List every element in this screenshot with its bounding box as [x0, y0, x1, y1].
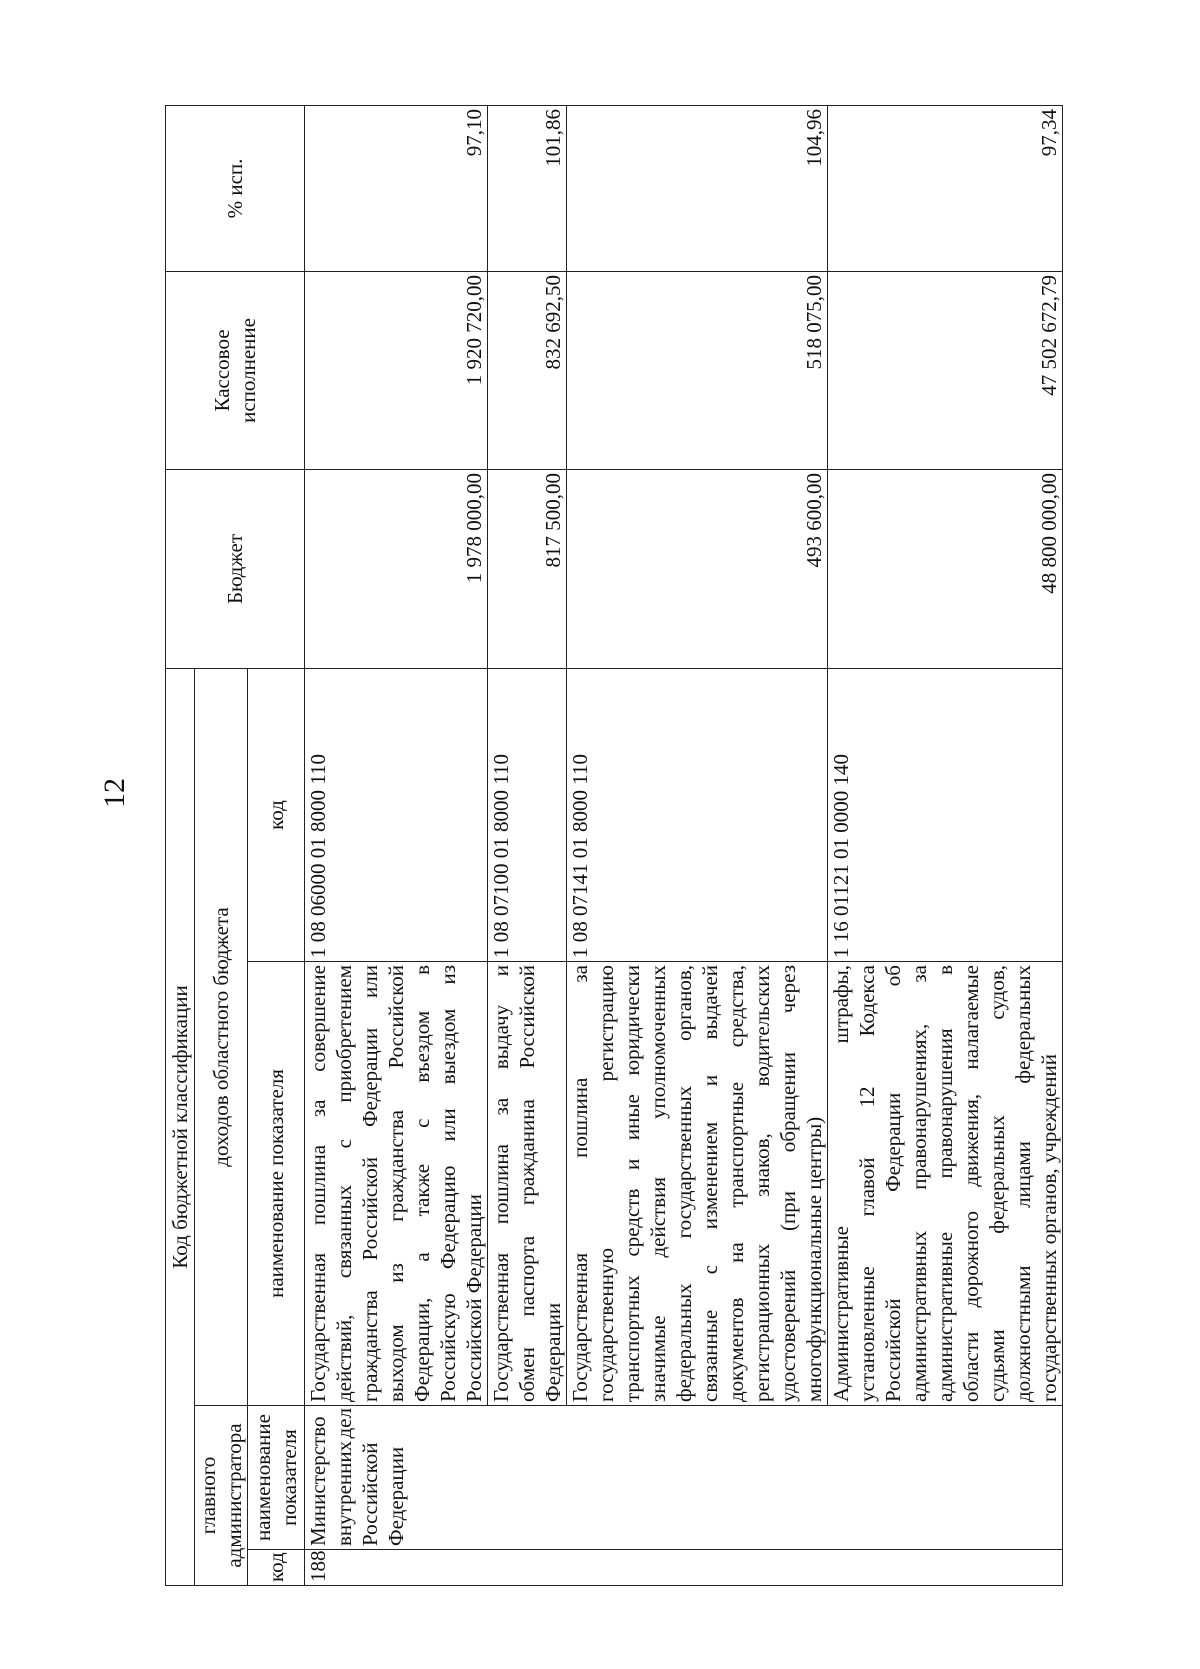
budget-income-table [165, 105, 1063, 1586]
income-code-cell: 1 08 06000 01 8000 110 [305, 668, 488, 961]
income-name-line: государственную регистрацию [594, 965, 618, 1402]
income-name-line: области дорожного движения, налагаемые [959, 965, 983, 1402]
income-name-line: обмен паспорта гражданина Российской [515, 965, 539, 1402]
table-row [305, 105, 488, 1585]
income-name-line: выходом из гражданства Российской [384, 965, 408, 1402]
percent-cell: 97,10 [305, 105, 488, 271]
admin-name-line: внутренних [332, 1440, 356, 1546]
income-name-line: связанные с изменением и выдачей [698, 965, 722, 1402]
income-name-cell [305, 962, 488, 1406]
income-name-line: федеральных государственных органов, [672, 965, 696, 1402]
table-row [488, 105, 567, 1585]
admin-code-cell: 188 [305, 1550, 1063, 1586]
header-income-name: наименование показателя [248, 962, 305, 1406]
income-name-line: Государственная пошлина за выдачу и [489, 965, 513, 1402]
income-name-line: административных правонарушениях, за [907, 965, 931, 1402]
execution-cell: 518 075,00 [567, 271, 828, 469]
budget-cell: 493 600,00 [567, 469, 828, 668]
income-name-line: Российской Федерации [462, 1194, 486, 1402]
percent-cell: 104,96 [567, 105, 828, 271]
income-name-line: удостоверений (при обращении через [776, 965, 800, 1402]
header-admin-name: наименование показателя [248, 1406, 305, 1550]
table-row [567, 105, 828, 1585]
income-name-cell [567, 962, 828, 1406]
admin-name-line: Федерации [384, 1446, 408, 1546]
income-name-line: установленные главой 12 Кодекса [855, 965, 879, 1402]
income-code-cell: 1 08 07100 01 8000 110 [488, 668, 567, 961]
income-name-line: Федерации, а также с въездом в [410, 965, 434, 1402]
header-percent: % исп. [166, 105, 305, 271]
income-name-line: значимые действия уполномоченных [646, 965, 670, 1402]
income-name-line: Административные штрафы, [829, 965, 853, 1402]
income-name-line: многофункциональные центры) [802, 1116, 826, 1402]
budget-cell: 1 978 000,00 [305, 469, 488, 668]
income-name-cell [828, 962, 1063, 1406]
budget-cell: 48 800 000,00 [828, 469, 1063, 668]
income-name-line: Государственная пошлина за совершение [306, 965, 330, 1402]
page-number: 12 [98, 778, 131, 808]
income-name-line: административные правонарушения в [933, 965, 957, 1402]
table-row [828, 105, 1063, 1585]
income-name-line: должностными лицами федеральных [1011, 965, 1035, 1402]
budget-cell: 817 500,00 [488, 469, 567, 668]
percent-cell: 97,34 [828, 105, 1063, 271]
income-name-line: Государственная пошлина за [568, 965, 592, 1402]
income-name-line: документов на транспортные средства, [724, 965, 748, 1402]
income-name-line: регистрационных знаков, водительских [750, 965, 774, 1402]
header-main-admin: главного администратора [195, 1406, 248, 1586]
income-name-line: гражданства Российской Федерации или [358, 965, 382, 1402]
execution-cell: 47 502 672,79 [828, 271, 1063, 469]
admin-name-line: Министерство [306, 1416, 330, 1546]
income-name-line: транспортных средств и иные юридически [620, 965, 644, 1402]
rotated-table-sheet [165, 106, 1061, 1586]
income-name-line: Российской Федерации об [881, 965, 905, 1402]
admin-name-line: Российской [358, 1442, 382, 1546]
header-admin-code: код [248, 1550, 305, 1586]
income-name-line: государственных органов, учреждений [1037, 1054, 1061, 1402]
income-code-cell: 1 16 01121 01 0000 140 [828, 668, 1063, 961]
admin-name-fragment: дел [332, 1408, 356, 1439]
execution-cell: 832 692,50 [488, 271, 567, 469]
income-name-line: судьями федеральных судов, [985, 965, 1009, 1402]
income-name-cell [488, 962, 567, 1406]
admin-name-cell [305, 1406, 1063, 1550]
income-name-line: Федерации [541, 1302, 565, 1402]
percent-cell: 101,86 [488, 105, 567, 271]
header-execution: Кассовое исполнение [166, 271, 305, 469]
income-code-cell: 1 08 07141 01 8000 110 [567, 668, 828, 961]
header-income-code: код [248, 668, 305, 961]
header-budget: Бюджет [166, 469, 305, 668]
header-classification-code: Код бюджетной классификации [166, 668, 195, 1585]
income-name-line: действий, связанных с приобретением [332, 965, 356, 1402]
income-name-line: Российскую Федерацию или выездом из [436, 965, 460, 1402]
execution-cell: 1 920 720,00 [305, 271, 488, 469]
header-regional-income: доходов областного бюджета [195, 668, 248, 1405]
